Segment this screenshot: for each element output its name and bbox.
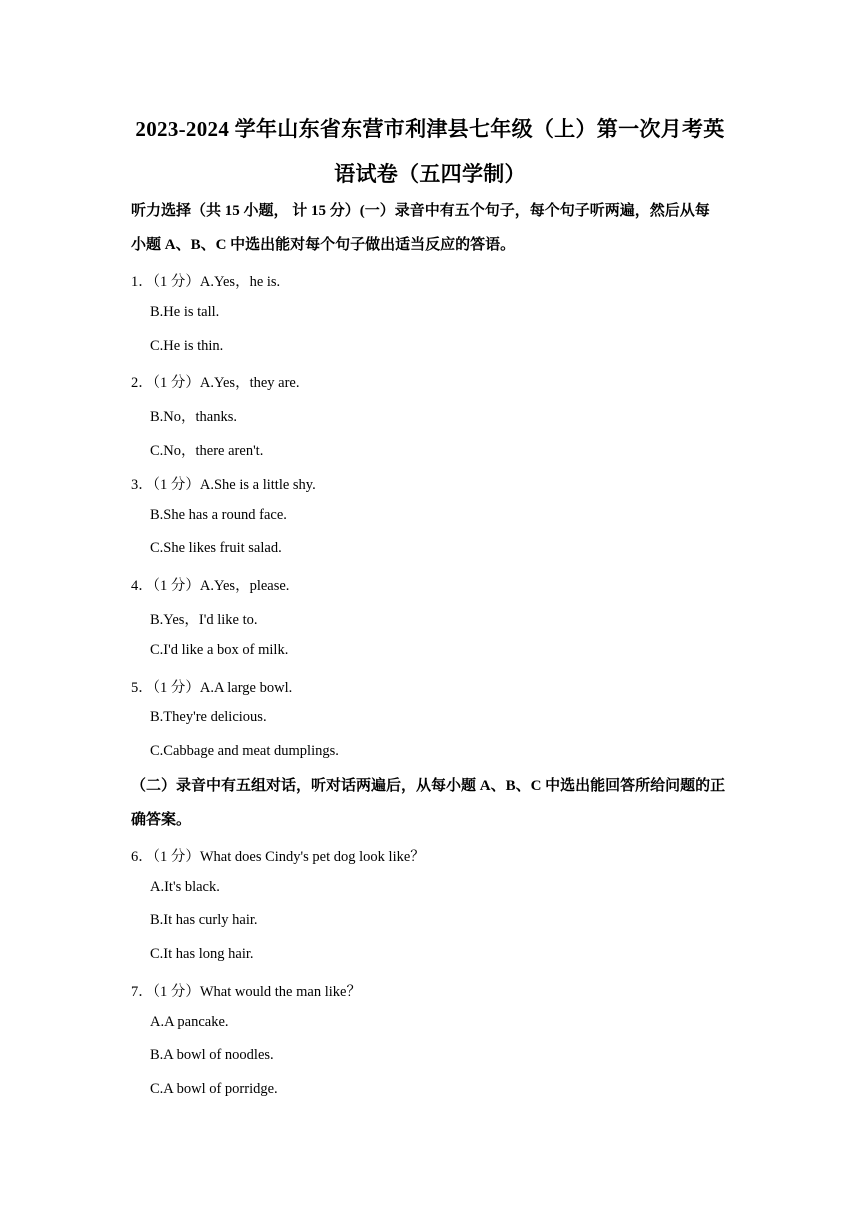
question-2-option-c: C.No，there aren't. xyxy=(150,443,264,459)
question-6-option-b: B.It has curly hair. xyxy=(150,912,258,928)
question-1-stem: 1．（1 分）A.Yes，he is. xyxy=(131,274,281,290)
question-1-option-c: C.He is thin. xyxy=(150,338,224,354)
question-5-option-b: B.They're delicious. xyxy=(150,709,267,725)
question-7-stem: 7．（1 分）What would the man like？ xyxy=(131,984,361,1000)
question-6-option-c: C.It has long hair. xyxy=(150,946,254,962)
question-4-option-c: C.I'd like a box of milk. xyxy=(150,642,289,658)
question-2-stem: 2．（1 分）A.Yes，they are. xyxy=(131,375,300,391)
question-2-option-b: B.No，thanks. xyxy=(150,409,237,425)
question-5-option-c: C.Cabbage and meat dumplings. xyxy=(150,743,339,759)
question-4-stem: 4．（1 分）A.Yes，please. xyxy=(131,578,290,594)
question-6-option-a: A.It's black. xyxy=(150,879,220,895)
question-4-option-b: B.Yes，I'd like to. xyxy=(150,612,258,628)
question-3-stem: 3．（1 分）A.She is a little shy. xyxy=(131,477,316,493)
question-7-option-c: C.A bowl of porridge. xyxy=(150,1081,278,1097)
question-7-option-a: A.A pancake. xyxy=(150,1014,229,1030)
question-3-option-c: C.She likes fruit salad. xyxy=(150,540,282,556)
question-7-option-b: B.A bowl of noodles. xyxy=(150,1047,274,1063)
section-1-instruction-line-1: 听力选择（共 15 小题， 计 15 分）(一）录音中有五个句子，每个句子听两遍，然后从每 xyxy=(131,203,710,219)
section-1-instruction-line-2: 小题 A、B、C 中选出能对每个句子做出适当反应的答语。 xyxy=(131,237,516,253)
question-6-stem: 6．（1 分）What does Cindy's pet dog look like？ xyxy=(131,849,425,865)
exam-title-line-1: 2023-2024 学年山东省东营市利津县七年级（上）第一次月考英 xyxy=(135,117,725,141)
section-2-instruction-line-2: 确答案。 xyxy=(131,812,192,828)
question-3-option-b: B.She has a round face. xyxy=(150,507,287,523)
question-5-stem: 5．（1 分）A.A large bowl. xyxy=(131,680,293,696)
exam-title-line-2: 语试卷（五四学制） xyxy=(334,162,526,186)
section-2-instruction-line-1: （二）录音中有五组对话，听对话两遍后，从每小题 A、B、C 中选出能回答所给问题的正 xyxy=(131,778,726,794)
question-1-option-b: B.He is tall. xyxy=(150,304,220,320)
